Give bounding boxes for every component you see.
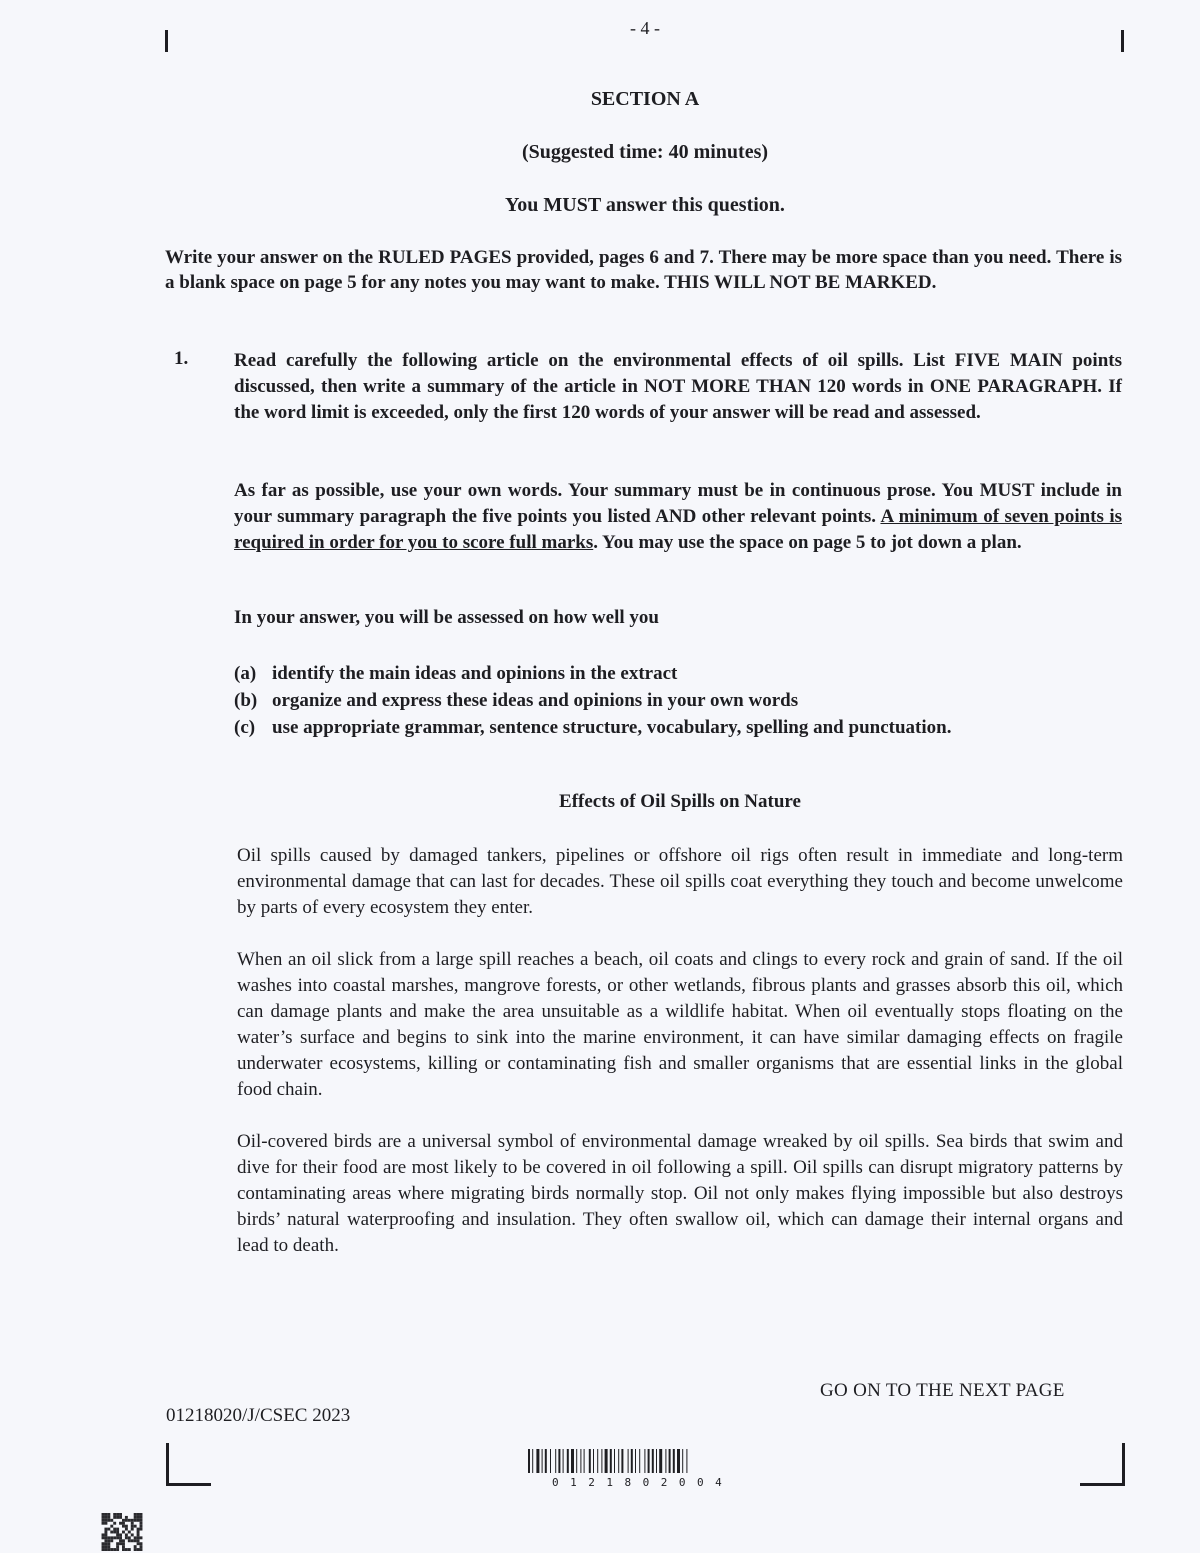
criterion-b [234,687,951,714]
question-paragraph-2 [234,478,1122,556]
criterion-a [234,660,951,687]
criterion-marker: (b) [234,690,258,711]
question-number: 1. [174,348,189,369]
criterion-marker: (a) [234,663,257,684]
go-on-next-page: GO ON TO THE NEXT PAGE [820,1380,1065,1401]
article-paragraph-3: Oil-covered birds are a universal symbol of environmental damage wreaked by oil spills. Sea birds that swim and dive for their food are most likely to be covered in oil following a spill. Oil spills can disrupt migratory patterns by contaminating areas where migrating birds normally stop. Oil not only makes flying impossible but also destroys birds’ natural waterproofing and insulation. They often swallow oil, which can damage their internal organs and lead to death. [237,1131,1123,1256]
criterion-text: identify the main ideas and opinions in the extract [272,663,678,684]
barcode-digits: 0121802004 [552,1476,734,1489]
assessment-lead: In your answer, you will be assessed on how well you [234,607,659,628]
registration-mark-bottom-right [1080,1443,1125,1486]
barcode [528,1449,764,1489]
paper-code: 01218020/J/CSEC 2023 [166,1405,351,1426]
article-paragraph-2: When an oil slick from a large spill reaches a beach, oil coats and clings to every rock and grain of sand. If the oil washes into coastal marshes, mangrove forests, or other wetlands, fibrous plants and grasses absorb this oil, which can damage plants and make the area unsuitable as a wildlife habitat. When oil eventually stops floating on the water’s surface and begins to sink into the marine environment, it can have similar damaging effects on fragile underwater ecosystems, killing or contaminating fish and smaller organisms that are essential links in the global food chain. [237,949,1123,1100]
criterion-text: organize and express these ideas and opinions in your own words [272,690,799,711]
question-paragraph-2-start: As far as possible, use your own words. Your summary must be in continuous prose. You MUST include in your summary paragraph the five points you listed AND other relevant points. [234,480,1122,527]
registration-mark-bottom-left [166,1443,211,1486]
must-answer-instruction: You MUST answer this question. [505,194,785,216]
article-title: Effects of Oil Spills on Nature [559,791,801,812]
registration-mark-top-right [1121,30,1124,52]
article-paragraph-1: Oil spills caused by damaged tankers, pipelines or offshore oil rigs often result in immediate and long-term environmental damage that can last for decades. These oil spills coat everything they touch and become unwelcome by parts of every ecosystem they enter. [237,845,1123,918]
question-paragraph-2-end: . You may use the space on page 5 to jot down a plan. [593,532,1022,553]
minimum-points-note: A minimum of seven points is required in order for you to score full marks [234,506,1122,553]
section-title: SECTION A [590,88,700,110]
page-number: - 4 - [630,18,660,38]
barcode-bars [528,1449,764,1473]
criterion-text: use appropriate grammar, sentence structure, vocabulary, spelling and punctuation. [272,717,952,738]
criterion-marker: (c) [234,717,256,738]
criterion-c [234,714,951,741]
question-paragraph-1: Read carefully the following article on the environmental effects of oil spills. List FIVE MAIN points discussed, then write a summary of the article in NOT MORE THAN 120 words in ONE PARAGRAPH. If the word limit is exceeded, only the first 120 words of your answer will be read and assessed. [234,350,1122,423]
registration-mark-top-left [165,30,168,52]
suggested-time: (Suggested time: 40 minutes) [521,141,769,163]
intro-instructions: Write your answer on the RULED PAGES provided, pages 6 and 7. There may be more space than you need. There is a blank space on page 5 for any notes you may want to make. THIS WILL NOT BE MARKED. [165,247,1122,293]
qr-code-icon [101,1513,143,1551]
assessment-criteria [234,660,951,741]
